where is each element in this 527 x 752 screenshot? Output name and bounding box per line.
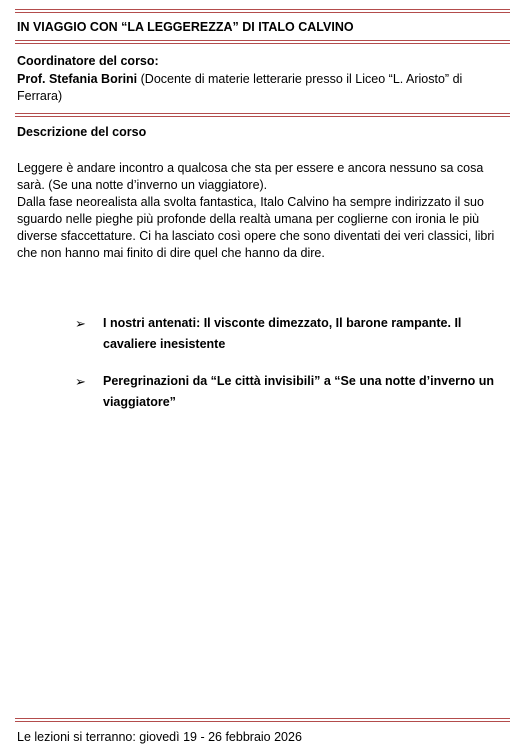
coordinator-label: Coordinatore del corso:	[17, 54, 159, 68]
description-paragraph-2: Dalla fase neorealista alla svolta fantastica, Italo Calvino ha sempre indirizzato il suo sguardo nelle pieghe più profonde della realtà umana per coglierne con ironia le più diverse sfaccettature. Ci ha lasciato così opere che sono diventati dei veri classici, libri che non hanno mai finito di dire quel che hanno da dire.	[17, 195, 495, 260]
footer-divider	[15, 718, 510, 722]
list-item-text: I nostri antenati: Il visconte dimezzato, Il barone rampante. Il cavaliere inesistente	[103, 316, 462, 351]
coordinator-role: (Docente di materie letterarie presso il Liceo “L. Ariosto” di Ferrara)	[17, 72, 463, 103]
description-label: Descrizione del corso	[17, 125, 147, 139]
coordinator-name: Prof. Stefania Borini	[17, 72, 138, 86]
document-title: IN VIAGGIO CON “LA LEGGEREZZA” DI ITALO CALVINO	[17, 20, 354, 34]
description-paragraph-1: Leggere è andare incontro a qualcosa che sta per essere e ancora nessuno sa cosa sarà. (Se una notte d’inverno un viaggiatore).	[17, 161, 484, 192]
arrow-bullet-icon: ➢	[75, 316, 86, 331]
footer-text: Le lezioni si terranno: giovedì 19 - 26 febbraio 2026	[17, 730, 302, 744]
arrow-bullet-icon: ➢	[75, 374, 86, 389]
coordinator-info	[17, 71, 487, 105]
title-divider	[15, 40, 510, 44]
section-divider	[15, 113, 510, 117]
list-item-text: Peregrinazioni da “Le città invisibili” a “Se una notte d’inverno un viaggiatore”	[103, 374, 495, 409]
top-divider	[15, 9, 510, 13]
